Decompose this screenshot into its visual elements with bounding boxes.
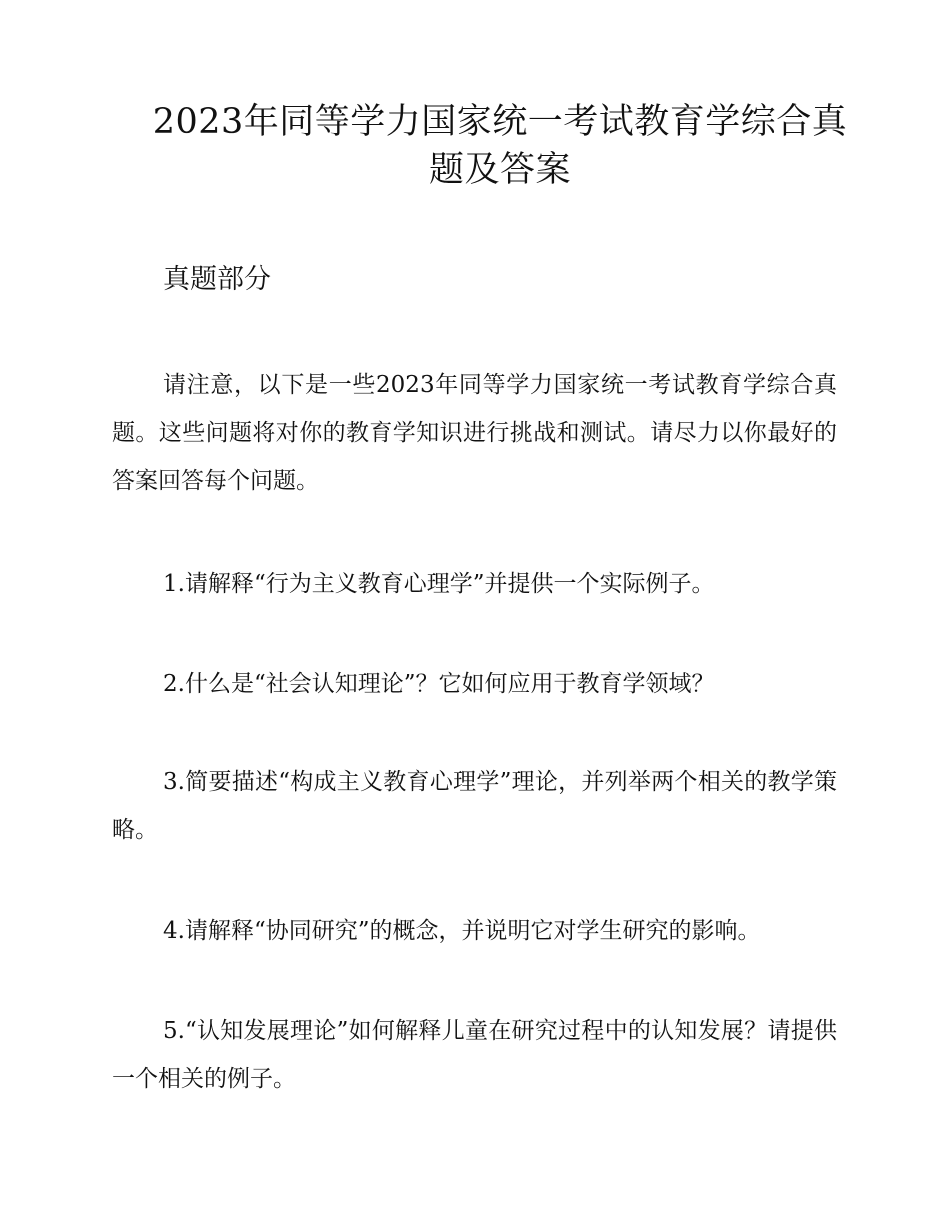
question-4: 4.请解释“协同研究”的概念，并说明它对学生研究的影响。 — [163, 918, 761, 944]
section-heading: 真题部分 — [163, 264, 271, 295]
question-2: 2.什么是“社会认知理论”？它如何应用于教育学领域？ — [163, 671, 715, 697]
document-title: 2023年同等学力国家统一考试教育学综合真题及答案 — [152, 102, 848, 190]
intro-paragraph: 请注意，以下是一些2023年同等学力国家统一考试教育学综合真题。这些问题将对你的教育学知识进行挑战和测试。请尽力以你最好的答案回答每个问题。 — [112, 372, 837, 494]
question-5: 5.“认知发展理论”如何解释儿童在研究过程中的认知发展？请提供一个相关的例子。 — [112, 1018, 837, 1092]
question-1: 1.请解释“行为主义教育心理学”并提供一个实际例子。 — [163, 571, 715, 597]
question-3: 3.简要描述“构成主义教育心理学”理论，并列举两个相关的教学策略。 — [112, 769, 837, 843]
